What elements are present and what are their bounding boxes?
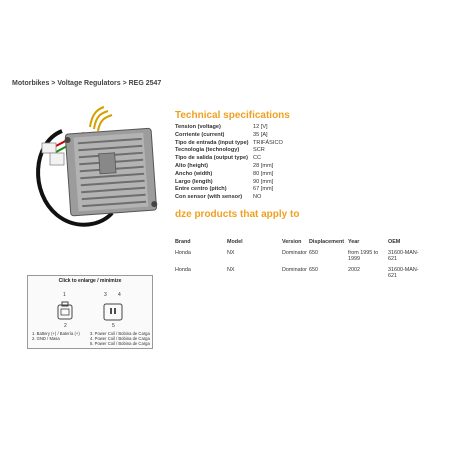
cell-year: 2002	[348, 266, 360, 273]
header-oem: OEM	[388, 239, 401, 245]
spec-row-length	[175, 179, 283, 187]
breadcrumb-item-motorbikes[interactable]: Motorbikes	[12, 80, 50, 87]
breadcrumb-item-voltage-regulators[interactable]: Voltage Regulators	[57, 80, 121, 87]
breadcrumb-separator: >	[122, 80, 127, 87]
cell-brand: Honda	[175, 266, 191, 273]
spec-row-output-type	[175, 155, 283, 163]
spec-row-technology	[175, 147, 283, 155]
spec-key: Entre centro (pitch)	[175, 186, 227, 193]
header-year: Year	[348, 239, 360, 245]
connector-diagram[interactable]	[27, 275, 153, 349]
spec-row-height	[175, 163, 283, 171]
cell-model: NX	[227, 266, 235, 273]
spec-value: NO	[253, 194, 262, 201]
connector-right-icon	[102, 301, 124, 321]
header-displacement: Displacement	[309, 239, 345, 245]
legend-item: 4. Power Coil / Bobina de Carga	[90, 336, 150, 341]
spec-value: 67 [mm]	[253, 186, 274, 193]
legend-item: 5. Power Coil / Bobina de Carga	[90, 341, 150, 346]
spec-value: 28 [mm]	[253, 162, 274, 169]
apply-table	[175, 239, 424, 284]
header-brand: Brand	[175, 239, 191, 245]
spec-value: TRIFÁSICO	[253, 139, 283, 146]
cell-brand: Honda	[175, 249, 191, 256]
spec-value: 12 [V]	[253, 124, 268, 130]
diagram-caption[interactable]: Click to enlarge / minimize	[58, 278, 122, 284]
specs-table	[175, 124, 283, 202]
cell-model: NX	[227, 249, 235, 256]
spec-key: Alto (height)	[175, 162, 208, 169]
spec-value: CC	[253, 155, 262, 162]
breadcrumb	[12, 80, 161, 87]
spec-key: Ancho (width)	[175, 170, 213, 177]
spec-value: 35 [A]	[253, 131, 268, 138]
spec-row-current	[175, 132, 283, 140]
breadcrumb-separator: >	[51, 80, 56, 87]
cell-oem: 31600-MAN-621	[388, 266, 419, 279]
spec-key: Tipo de entrada (input type)	[175, 139, 249, 146]
pin-number: 5	[112, 323, 115, 329]
spec-value: SCR	[253, 147, 265, 154]
cell-oem: 31600-MAN-621	[388, 249, 419, 262]
pin-number: 3	[104, 292, 107, 298]
spec-row-pitch	[175, 186, 283, 194]
cell-displacement: 650	[309, 266, 318, 273]
spec-value: 80 [mm]	[253, 170, 274, 177]
spec-key: Largo (length)	[175, 178, 213, 185]
apply-header-row	[175, 239, 424, 246]
header-model: Model	[227, 239, 243, 245]
legend-item: 2. GND / Masa	[32, 336, 60, 341]
connector-left-icon	[56, 301, 74, 321]
cell-year: from 1995 to 1999	[348, 249, 379, 262]
spec-key: Tipo de salida (output type)	[175, 155, 248, 162]
table-row	[175, 250, 424, 263]
spec-key: Tension (voltage)	[175, 124, 221, 130]
legend-left	[32, 331, 80, 341]
pin-number: 2	[64, 323, 67, 329]
apply-title: dze products that apply to	[175, 209, 300, 220]
header-version: Version	[282, 239, 302, 245]
pin-number: 1	[63, 292, 66, 298]
product-image[interactable]	[32, 103, 162, 233]
legend-right	[90, 331, 150, 346]
cell-version: Dominator	[282, 266, 307, 273]
cell-version: Dominator	[282, 249, 307, 256]
spec-row-width	[175, 171, 283, 179]
specs-title: Technical specifications	[175, 110, 290, 121]
spec-key: Corriente (current)	[175, 131, 225, 138]
table-row	[175, 267, 424, 280]
spec-key: Tecnologia (technology)	[175, 147, 240, 154]
cell-displacement: 650	[309, 249, 318, 256]
breadcrumb-item-current: REG 2547	[128, 80, 162, 87]
spec-row-sensor	[175, 194, 283, 202]
legend-item: 1. Battery (+) / Batería (+)	[32, 331, 80, 336]
pin-number: 4	[118, 292, 121, 298]
spec-key: Con sensor (with sensor)	[175, 194, 243, 201]
spec-value: 90 [mm]	[253, 178, 274, 185]
legend-item: 3. Power Coil / Bobina de Carga	[90, 331, 150, 336]
spec-row-voltage	[175, 124, 283, 132]
spec-row-input-type	[175, 140, 283, 148]
